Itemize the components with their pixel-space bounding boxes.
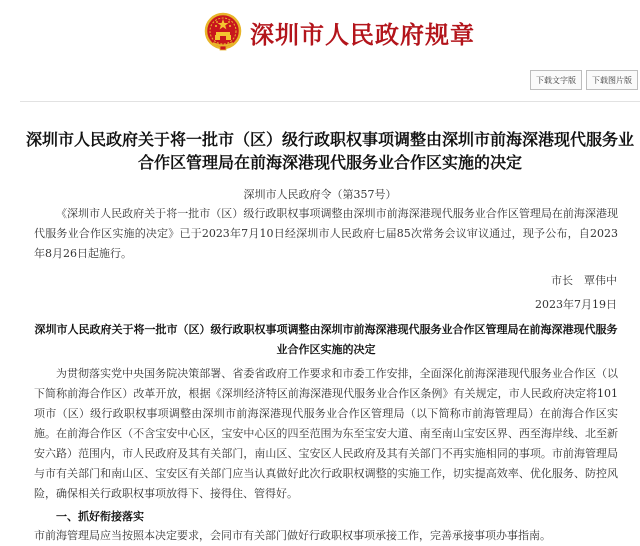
intro-paragraph: 《深圳市人民政府关于将一批市（区）级行政职权事项调整由深圳市前海深港现代服务业合作区管理局在前海深港现代服务业合作区实施的决定》已于2023年7月10日经深圳市人民政府七届85次常务会议审议通过，现予公布，自2023年8月26日起施行。 bbox=[34, 207, 618, 260]
national-emblem-icon bbox=[204, 12, 242, 52]
section-1-first-line bbox=[34, 528, 618, 542]
site-title: 深圳市人民政府规章 bbox=[250, 20, 475, 49]
signer: 市长 覃伟中 bbox=[551, 274, 617, 287]
download-text-version-button[interactable]: 下载文字版 bbox=[530, 70, 582, 90]
section-heading: 一、抓好衔接落实 bbox=[56, 510, 144, 523]
download-image-version-button[interactable]: 下载图片版 bbox=[586, 70, 638, 90]
site-header bbox=[0, 0, 640, 68]
header-divider bbox=[20, 101, 640, 102]
section-1-text: 市前海管理局应当按照本决定要求，会同市有关部门做好行政职权事项承接工作，完善承接事项办事指南。 bbox=[34, 529, 551, 542]
signing-date: 2023年7月19日 bbox=[535, 298, 617, 311]
decision-subtitle: 深圳市人民政府关于将一批市（区）级行政职权事项调整由深圳市前海深港现代服务业合作区管理局在前海深港现代服务业合作区实施的决定 bbox=[34, 323, 618, 356]
body-paragraph: 为贯彻落实党中央国务院决策部署、省委省政府工作要求和市委工作安排，全面深化前海深港现代服务业合作区（以下简称前海合作区）改革开放，根据《深圳经济特区前海深港现代服务业合作区条例》有关规定，市人民政府决定将101项市（区）级行政职权事项调整由深圳市前海深港现代服务业合作区管理局（以下简称市前海管理局）在前海合作区实施。在前海合作区（不含宝安中心区，宝安中心区的四至范围为东至宝安大道、南至南山宝安区界、西至海岸线、北至新安六路）范围内，市人民政府及其有关部门，南山区、宝安区人民政府及其有关部门不再实施相同的事项。市前海管理局与市有关部门和南山区、宝安区有关部门应当认真做好此次行政职权调整的实施工作，切实提高效率、优化服务、防控风险，确保相关行政职权事项放得下、接得住、管得好。 bbox=[34, 367, 618, 500]
order-number: 深圳市人民政府令（第357号） bbox=[243, 188, 397, 201]
document-title: 深圳市人民政府关于将一批市（区）级行政职权事项调整由深圳市前海深港现代服务业合作区管理局在前海深港现代服务业合作区实施的决定 bbox=[25, 130, 634, 172]
